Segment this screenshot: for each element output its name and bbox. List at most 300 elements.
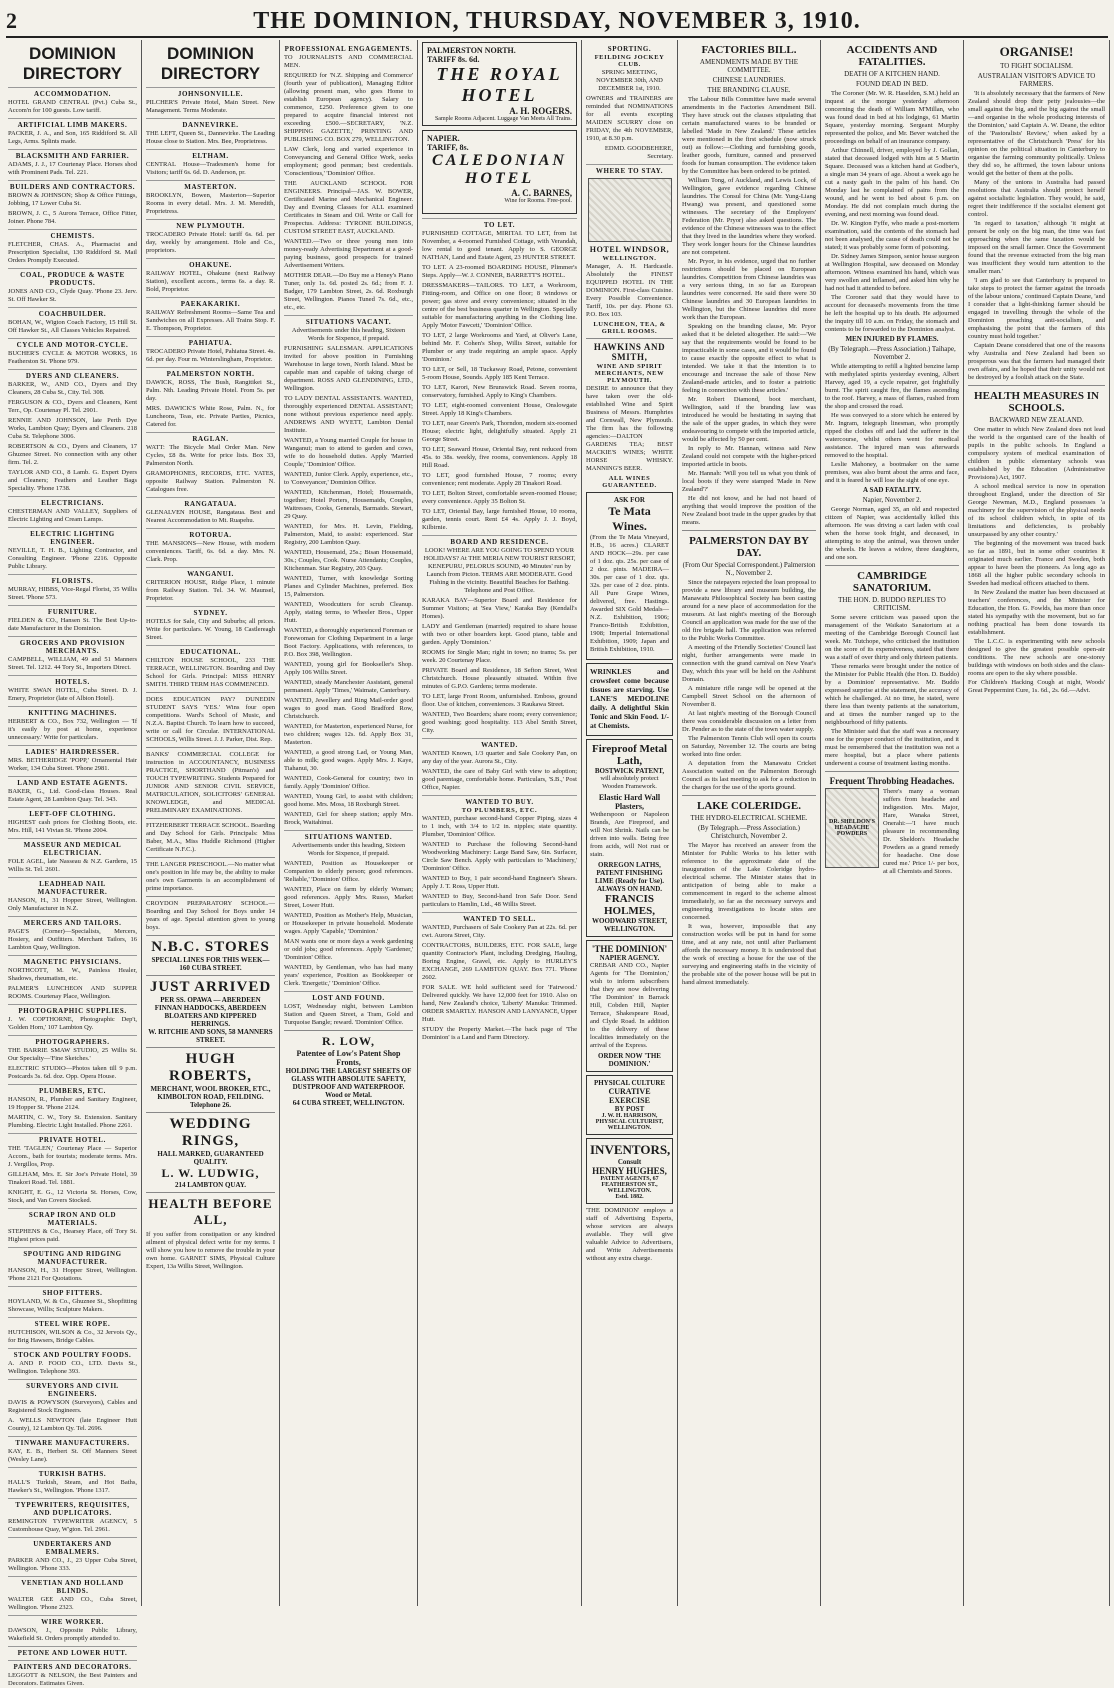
town-name: ROTORUA. bbox=[146, 528, 275, 539]
hotel-tariff: TARIFF, 8s. bbox=[427, 143, 469, 152]
professional-ad: LAW Clerk, long and varied experience in Conveyancing and General Office Work, seeks employment; good penman; best credentials. 'Conscientious,' 'Dominion' Office. bbox=[284, 146, 413, 177]
ad-address: J. W. H. HARRISON, PHYSICAL CULTURIST, WELLINGTON. bbox=[595, 1113, 664, 1131]
wedding-rings-ad bbox=[146, 1116, 275, 1189]
story-subhead: THE HON. D. BUDDO REPLIES TO CRITICISM. bbox=[838, 596, 946, 612]
story-paragraph: At last night's meeting of the Borough Council there was considerable discussion on a letter from Dr. Pender as to the state of the town water supply. bbox=[682, 710, 816, 733]
story-paragraph: One matter in which New Zealand does not lead the world is the organised care of the health of pupils in the public schools. In England a compulsory system of medical examination of children in public elementary schools was established by the Education (Administrative Provisions) Act, 1907. bbox=[968, 426, 1105, 481]
board-ad: LADY and Gentleman (married) required to share house with two or other boarders kept. Good piano, table and garden. Apply 'Dominion.' bbox=[422, 623, 577, 646]
school-ad: CROYDON PREPARATORY SCHOOL.—Boarding and Day School for Boys under 14 years of age. Special attention given to young boys. bbox=[146, 900, 275, 931]
ad-title: Fireproof Metal Lath, bbox=[591, 743, 668, 767]
town-name: JOHNSONVILLE. bbox=[146, 87, 275, 98]
hawkins-sub: WINE AND SPIRIT MERCHANTS, NEW PLYMOUTH. bbox=[594, 363, 665, 384]
story-subhead: BACKWARD NEW ZEALAND. bbox=[989, 416, 1084, 424]
divider bbox=[146, 975, 275, 976]
headache-ad-title: Frequent Throbbing Headaches. bbox=[829, 776, 955, 786]
wanted-to-sell-ad: STUDY the Property Market.—The back page of 'The Dominion' is a Land and Farm Directory. bbox=[422, 1026, 577, 1041]
directory-category: TINWARE MANUFACTURERS. bbox=[8, 1436, 137, 1447]
town-name: OHAKUNE. bbox=[146, 258, 275, 269]
story-paragraph: He was conveyed to a store which he entered by Mr. Ingram, telegraph linesman, who promptly ripped the clothes off and laid the sufferer in the watercourse, whilst others went for medical assistance. The injured man was afterwards removed to the hospital. bbox=[825, 412, 959, 459]
professional-ad: THE AUCKLAND SCHOOL FOR ENGINEERS. Principal—JAS. W. BOWER, Certificated Marine and Mechanical Engineer. Day and Evening Classes for ALL examined Certificates in Steam and Oil. Write or Call for Prospectus. Address: TYRONE BUILDINGS, CUSTOM STREET EAST, AUCKLAND. bbox=[284, 180, 413, 235]
divider bbox=[825, 565, 959, 566]
town-entry: PILCHER'S Private Hotel, Main Street. New Management. Terms Moderate. bbox=[146, 99, 275, 114]
ad-line: ORDER NOW 'THE DOMINION.' bbox=[598, 1052, 661, 1068]
directory-category: STOCK AND POULTRY FOODS. bbox=[8, 1348, 137, 1359]
wanted-to-buy-sub: TO PLUMBERS, ETC. bbox=[461, 807, 538, 814]
directory-entry: WHITE SWAN HOTEL, Cuba Street. D. J. Emery, Proprietor (late of Albion Hotel). bbox=[8, 687, 137, 702]
directory-entry: FIELDEN & CO., Hansen St. The Best Up-to-date Manufacturer in the Dominion. bbox=[8, 617, 137, 632]
story-paragraph: A school medical service is now in operation throughout England, under the direction of Sir George Newman, M.D., England possesses 'a machinery for the supervision of the physical needs of its school children which, in spite of its limitations and deficiencies, is probably unsurpassed by any other country.' bbox=[968, 483, 1105, 538]
directory-category: HOTELS. bbox=[8, 675, 137, 686]
ad-name: L. W. LUDWIG, bbox=[161, 1166, 260, 1180]
directory-entry: DAVIS & POWYSON (Surveyors), Cables and Registered Stock Engineers. bbox=[8, 1399, 137, 1414]
story-paragraph: In reply to Mr. Hannan, witness said New Zealand could not compete with the higher-priced imported article in boots. bbox=[682, 445, 816, 468]
town-entry: WATT: The Bicycle Mail Order Man. New Cycles, £8 8s. Write for price lists. Box 33, Palmerston North. bbox=[146, 444, 275, 467]
lost-found-item: LOST, Wednesday night, between Lambton Station and Queen Street, a Tram, Gold and Turquoise Bangle; reward. 'Dominion' Office. bbox=[284, 1003, 413, 1026]
directory-category: SURVEYORS AND CIVIL ENGINEERS. bbox=[8, 1379, 137, 1398]
hawkins-guarantee: ALL WINES GUARANTEED. bbox=[602, 475, 657, 489]
directory-entry: BROWN & JOHNSON; Shop & Office Fittings, Jobbing, 17 Lower Cuba St. bbox=[8, 192, 137, 207]
town-name: ELTHAM. bbox=[146, 149, 275, 160]
story-body bbox=[968, 90, 1105, 382]
ad-title: INVENTORS, bbox=[590, 1142, 671, 1157]
story-paragraph: The Coroner said that they would have to account for deceased's movements from the time he left the hospital up to his death. He adjourned the inquiry till 10 a.m. on Friday, the stomach and contents to be forwarded to the Dominion analyst. bbox=[825, 294, 959, 333]
holiday-resort-ad: LOOK! WHERE ARE YOU GOING TO SPEND YOUR HOLIDAYS? At THE MERIA NEW TOURIST RESORT, KENEPURU, PELORUS SOUND, 40 Minutes' run by Launch from Picton. TERMS ARE MODERATE. Good Fishing in the vicinity. Beautiful Beaches for Bathing. Telephone and Post Office. bbox=[423, 547, 576, 594]
column-news-3 bbox=[964, 40, 1110, 1606]
divider bbox=[682, 795, 816, 796]
directory-entry: RENNIE AND JOHNSON, late Perth Dye Works, Lambton Quay; Dyers and Cleaners. 218 Cuba St. Telephone 3006. bbox=[8, 417, 137, 440]
directory-category: SPOUTING AND RIDGING MANUFACTURER. bbox=[8, 1247, 137, 1266]
directory-entry: BOHAN, W., Wigton Coach Factory, 15 Hill St. Off Hawker St., All Classes Vehicles Repaired. bbox=[8, 319, 137, 334]
directory-category: PETONE AND LOWER HUTT. bbox=[8, 1646, 137, 1657]
directory-category: BLACKSMITH AND FARRIER. bbox=[8, 149, 137, 160]
headache-ad bbox=[825, 788, 959, 878]
windsor-rooms: LUNCHEON, TEA, & GRILL ROOMS. bbox=[593, 321, 666, 335]
directory-entry: BARKER, W., AND CO., Dyers and Dry Cleaners, 28 Cuba St., City. Tel. 308. bbox=[8, 381, 137, 396]
column-directory-wellington bbox=[4, 40, 142, 1687]
directory-category: TYPEWRITERS, REQUISITES, AND DUPLICATORS. bbox=[8, 1498, 137, 1517]
board-ad: KARAKA BAY—Superior Board and Residence for Summer Visitors; at 'Sea View,' Karaka Bay (Kendall's Homes). bbox=[422, 597, 577, 620]
story-subhead: CHINESE LAUNDRIES. bbox=[712, 76, 786, 84]
to-let-ad: TO LET, Oriental Bay, large furnished House, 10 rooms, garden, tennis court. Rent £4 4s. Apply J. J. Boyd, Kilbirnie. bbox=[422, 508, 577, 531]
hotel-proprietor: A. C. BARNES, bbox=[511, 188, 572, 198]
ad-address: W. RITCHIE AND SONS, 58 MANNERS STREET. bbox=[148, 1028, 273, 1044]
hotel-note: Sample Rooms Adjacent. Luggage Van Meets All Trains. bbox=[434, 116, 572, 122]
wanted-to-buy-ad: WANTED, purchase second-hand Copper Piping, sizes 4 to 1 inch, with 3/4 to 1/2 in. nipples; state quantity. Plumber, 'Dominion' Office. bbox=[422, 815, 577, 838]
ad-title: HEALTH BEFORE ALL, bbox=[148, 1196, 273, 1227]
directory-entry: A. WELLS NEWTON (late Engineer Hutt County), 12 Lambton Qy. Tel. 2696. bbox=[8, 1417, 137, 1432]
directory-entry: ELECTRIC STUDIO—Photos taken till 9 p.m. Postcards 3s. 6d. doz. Opp. Opera House. bbox=[8, 1065, 137, 1080]
physical-culture-ad bbox=[586, 1075, 673, 1135]
ad-title: 'THE DOMINION' bbox=[591, 944, 668, 954]
wanted-to-buy-list bbox=[422, 815, 577, 909]
directory-entry: HANSON, H., 31 Hopper Street, Wellington. Only Manufacturer in N.Z. bbox=[8, 897, 137, 912]
advertising-experts-note: 'THE DOMINION' employs a staff of Advertising Experts, whose services are always available. They will give valuable Advice to Advertisers, and Write Advertisements without any extra charge. bbox=[586, 1207, 673, 1262]
situations-wanted-list bbox=[284, 860, 413, 988]
story-paragraph: 'In regard to taxation,' although 'it might at present be only on the big man, the time was fast approaching when the same taxation would be imposed on the small farmer. Once the Government found that the revenue extracted from the big man was insufficient they would turn attention to the smaller man.' bbox=[968, 220, 1105, 275]
divider bbox=[825, 771, 959, 772]
directory-entry: HERBERT & CO., Box 732, Wellington — 'If it's easily by post at home, experience unnecessary.' Write for particulars. bbox=[8, 718, 137, 741]
board-ad: ROOMS for Single Man; right in town; no trams; 5s. per week. 20 Courtenay Place. bbox=[422, 649, 577, 664]
to-let-heading: TO LET. bbox=[422, 218, 577, 229]
ad-line: BY POST bbox=[614, 1105, 645, 1113]
directory-category: LEADHEAD NAIL MANUFACTURER. bbox=[8, 877, 137, 896]
caledonian-hotel-ad bbox=[422, 130, 577, 214]
wanted-to-sell-ad: FOR SALE. WE hold sufficient seed for 'Fairwood.' Delivered quickly. We have 12,000 feet for 1910. Also on hand, New Zealand's choice, 'Liberty' Manuka: Trimmed. ORDER SMARTLY. HANSON AND LANYANCE, Upper Hutt. bbox=[422, 984, 577, 1023]
to-let-ad: TO LET, 2 large Workrooms and Yard, at Oliver's Lane, behind Mr. F. Cohen's Shop, Willis Street, suitable for Plumber or any trade requiring an ample space. Apply 'Dominion.' bbox=[422, 332, 577, 363]
story-paragraph: The Mayor has received an answer from the Minister for Public Works to his letter with reference to the approximate date of the inauguration of the Lake Coleridge hydro-electrical scheme. The Minister states that in anticipation of being able to make a commencement in regard to the scheme almost immediately, so far as the necessary surveys and engineering investigations to locate sites are concerned. bbox=[682, 842, 816, 921]
wanted-to-buy-ad: WANTED to Buy, Second-hand Iron Safe Door. Send particulars to Hamlin, Ltd., 48 Willis Street. bbox=[422, 893, 577, 908]
situation-wanted-ad: WANTED, by Gentleman, who has had many years' experience, Position as Bookkeeper or Clerk. 'Energetic,' 'Dominion' Office. bbox=[284, 964, 413, 987]
town-name: WANGANUI. bbox=[146, 567, 275, 578]
to-let-ad: TO LET, near Green's Park, Thorndon, modern six-roomed House; electric light, delightfully situated. Apply 21 George Street. bbox=[422, 420, 577, 443]
ad-line: Consult bbox=[617, 1158, 642, 1166]
directory-entry: THE BARRIE SMAW STUDIO, 25 Willis St. Our Specialty—'Fine Sketches.' bbox=[8, 1047, 137, 1062]
ad-address: 160 CUBA STREET. bbox=[179, 964, 242, 972]
to-let-ad: TO LET, eight-roomed convenient House, Onslowgate Street. Apply 18 King's Chambers. bbox=[422, 402, 577, 417]
story-paragraph: A deputation from the Manawatu Cricket Association waited on the Palmerston Borough Council as its last meeting to ask for a reduction in the charges for the use of the sports ground. bbox=[682, 760, 816, 791]
wanted-to-sell-ad: CONTRACTORS, BUILDERS, ETC. FOR SALE, large quantity Contractor's Plant, including Dredging, Hauling, Boring Engine, Gravel, etc. Apply to HURLEY'S EXCHANGE, 269 LAMBTON QUAY. Box 771. 'Phone 2602. bbox=[422, 942, 577, 981]
wanted-to-sell-ad: WANTED, Purchasers of Sale Cookery Pan at 22s. 6d. per cwt. Aurora Street, City. bbox=[422, 924, 577, 939]
directory-entry: BROWN, J. C., 5 Aurora Terrace, Office Fitter, Joiner. Phone 784. bbox=[8, 210, 137, 225]
educational-heading: EDUCATIONAL. bbox=[146, 645, 275, 656]
vacancy-ad: WANTED, for Mrs. H. Levin, Fielding, Palmerston, Maid, to assist: experienced. Star Registry, 200 Lambton Quay. bbox=[284, 523, 413, 546]
professional-ad: TO JOURNALISTS AND COMMERCIAL MEN. bbox=[284, 54, 413, 69]
ad-line: HOLDING THE LARGEST SHEETS OF GLASS WITH ABSOLUTE SAFETY, DUSTPROOF AND WATERPROOF. Wood or Metal. bbox=[285, 1067, 412, 1099]
story-paragraph: William Tong, of Auckland, and Lewis Lock, of Wellington, gave evidence regarding Chinese laundries. The Consul for China (Mr. Yung-Liang Hwang) was present, and questioned some witnesses. The secretary of the Employers' Federation (Mr. Pryor) also asked questions. The evidence of the Chinese witnesses was to the effect that they lived in the laundries where they worked. They work longer hours for the Chinese laundries are not competent. bbox=[682, 177, 816, 256]
town-name: PAEKAKARIKI. bbox=[146, 297, 275, 308]
town-entry: GRAMOPHONES, RECORDS, ETC. YATES, opposite Railway Station. Palmerston N. Catalogues free. bbox=[146, 470, 275, 493]
story-subhead: THE BRANDING CLAUSE. bbox=[707, 86, 791, 94]
directory-entry: J. W. COPTHORNE, Photographic Dep't, 'Golden Horn,' 107 Lambton Qy. bbox=[8, 1016, 137, 1031]
story-paragraph: Mr. Pryor, in his evidence, urged that no further restrictions should be placed on European laundries. Competition from Chinese laundries was a very serious thing, in so far as European laundries were concerned. He said there were 30 Chinese laundries and 30 European laundries in Wellington, but the Chinese laundries did more work than the European. bbox=[682, 258, 816, 321]
town-name: SYDNEY. bbox=[146, 606, 275, 617]
wanted-list bbox=[422, 750, 577, 792]
school-ad: THE LANGER PRESCHOOL.—No matter what one's position in life may be, the ability to make one's own Garments is an accomplishment of prime importance. bbox=[146, 861, 275, 892]
town-entry: CENTRAL House—Tradesmen's home for Visitors; tariff 6s. 6d. D. Anderson, pr. bbox=[146, 161, 275, 176]
vacancy-ad: WANTED, young girl for Bookseller's Shop. Apply 106 Willis Street. bbox=[284, 661, 413, 676]
headache-ad-body: There's many a woman suffers from headache and indigestion. Mrs. Major, Hare, Wanaka Street, Onerahi:—'I have much pleasure in recommending Dr. Sheldon's Headache Powders as a grand remedy for headache. One dose cured me.' Price 1/- per box, at all Chemists and Stores. bbox=[883, 788, 959, 875]
directory-category: ELECTRIC LIGHTING ENGINEER. bbox=[8, 527, 137, 546]
directory-entry: A. AND P. FOOD CO., LTD. Davis St., Wellington. Telephone 393. bbox=[8, 1360, 137, 1375]
directory-category: COAL, PRODUCE & WASTE PRODUCTS. bbox=[8, 268, 137, 287]
wanted-to-buy-heading: WANTED TO BUY. bbox=[422, 795, 577, 806]
directory-entry: HOYLAND, W. & Co., Ghuznee St., Shopfitting Showcase, Willis; Sculpture Makers. bbox=[8, 1298, 137, 1313]
directory-entry: LEGGOTT & NELSON, the Best Painters and Decorators. Estimates Given. bbox=[8, 1672, 137, 1687]
story-paragraph: The beginning of the movement was traced back so far as 1891, but in some other countries it originated much earlier. France and Sweden, both appear to have been the pioneers. As long ago as 1868 all the higher public secondary schools in Sweden had medical officers attached to them. bbox=[968, 540, 1105, 587]
story-body bbox=[682, 842, 816, 987]
vacancy-ad: WANTED, Turner, with knowledge Sorting Planes and Cylinder Machines, preferred. Box 15, Palmerston. bbox=[284, 575, 413, 598]
story-paragraph: He did not know, and he had not heard of anything that would improve the position of the New Zealand boot trade in the upper grades by that means. bbox=[682, 495, 816, 526]
story-body bbox=[968, 426, 1105, 678]
wanted-ad: WANTED Known, 1/3 quarter and Sale Cookery Pan, on any day of the year. Aurora St., City. bbox=[422, 750, 577, 765]
directory-entry: FLETCHER, CHAS. A., Pharmacist and Prescription Specialist, 130 Riddiford St. Mail Orders Promptly Executed. bbox=[8, 241, 137, 264]
column-news-1 bbox=[678, 40, 821, 1606]
directory-entry: HANSON, H., 31 Hopper Street, Wellington. 'Phone 2121 For Quotations. bbox=[8, 1267, 137, 1282]
directory-entry: TAYLOR AND CO., 8 Lamb. G. Expert Dyers and Cleaners; Feathers and Leather Bags Speciality. 'Phone 1738. bbox=[8, 469, 137, 492]
rate-note: Advertisements under this heading, Sixteen Words for Sixpence, if prepaid. bbox=[291, 842, 406, 857]
directory-category: LAND AND ESTATE AGENTS. bbox=[8, 776, 137, 787]
story-dateline: (By Telegraph.—Press Association.) Taihape, November 2. bbox=[828, 345, 956, 361]
directory-entry: ADAMS, J. J., 17 Courtenay Place. Horses shod with Prominent Pads. Tel. 221. bbox=[8, 161, 137, 176]
story-paragraph: Captain Deane considered that one of the reasons why Australia and New Zealand had been so prosperous was that the farmers had managed their own affairs, and he hoped that their unity would not be destroyed by a foolish attack on the State. bbox=[968, 342, 1105, 381]
low-shop-fronts-ad bbox=[284, 1034, 413, 1107]
vacancy-ad: WANTED, Junior Clerk. Apply, experience, etc., to 'Conveyancer,' Dominion Office. bbox=[284, 471, 413, 486]
directory-category: FURNITURE. bbox=[8, 605, 137, 616]
ad-line: Elastic Hard Wall Plasters, bbox=[598, 793, 661, 811]
directory-entry: HUTCHISON, WILSON & Co., 32 Jervois Qy., for Brig Hawsers, Bridge Cables. bbox=[8, 1329, 137, 1344]
town-name: RANGATAUA. bbox=[146, 497, 275, 508]
hotel-illustration-image bbox=[588, 178, 672, 242]
health-ad-body: If you suffer from constipation or any kindred ailment of physical defect write for my terms. I will show you how to remove the trouble in your own home. GARNET SIMS, Physical Culture Expert, 13a Willis Street, Wellington. bbox=[146, 1231, 275, 1270]
health-ad bbox=[146, 1196, 275, 1228]
story-paragraph: In New Zealand the matter has been discussed at teachers' conferences, and the Minister for Education, the Hon. G. Fowlds, has more than once stated his sympathy with the movement, but so far nothing practical has been done towards its establishment. bbox=[968, 589, 1105, 636]
board-ad: TO LET, large Front Room, unfurnished. Emboss, ground floor. Use of kitchen, conveniences. 3 Raukawa Street. bbox=[422, 693, 577, 708]
windsor-details: Manager, A. H. Hardcastle. Absolutely the FINEST EQUIPPED HOTEL IN THE DOMINION. First-class Cuisine. Every Possible Convenience. Tariff, 10s. per day. Phone 63. P.O. Box 103. bbox=[586, 263, 673, 318]
directory-entry: DAWSON, J., Opposite Public Library, Wakefield St. Orders promptly attended to. bbox=[8, 1627, 137, 1642]
ad-line: SPECIAL LINES FOR THIS WEEK— bbox=[151, 956, 270, 964]
ad-address: 64 CUBA STREET, WELLINGTON. bbox=[292, 1099, 405, 1107]
where-to-stay-heading: WHERE TO STAY. bbox=[586, 164, 673, 175]
story-subhead: MEN INJURED BY FLAMES. bbox=[845, 335, 939, 343]
directory-category: SCRAP IRON AND OLD MATERIALS. bbox=[8, 1208, 137, 1227]
directory-entry: HANSON, R., Plumber and Sanitary Engineer, 19 Hopper St. 'Phone 2124. bbox=[8, 1096, 137, 1111]
directory-category: ELECTRICIANS. bbox=[8, 496, 137, 507]
story-paragraph: While attempting to refill a lighted benzine lamp with methylated spirits yesterday evening, Albert Harvey, aged 19, a cycle repairer, got frightfully burnt. The spirit caught fire, the flames ascending to the roof. Harvey, a mass of flames, rushed from the shop and crossed the road. bbox=[825, 363, 959, 410]
divider bbox=[586, 338, 673, 339]
story-paragraph: Many of the unions in Australia had passed resolutions that Australia should protect herself against socialistic legislation. They would, he said, regret their indifference if the socialist element got control. bbox=[968, 179, 1105, 218]
story-dateline: (By Telegraph.—Press Association.) Christchurch, November 2. bbox=[697, 824, 801, 840]
directory-category: LEFT-OFF CLOTHING. bbox=[8, 807, 137, 818]
to-let-ad: TO LET, Bolton Street, comfortable seven-roomed House; every convenience. Apply 35 Bolton St. bbox=[422, 490, 577, 505]
wrinkles-ad bbox=[586, 663, 673, 736]
story-paragraph: Mr. Robert Diamond, boot merchant, Wellington, said if the branding law was introduced he would be hesitating in saying that the sale of the upper grades, in which they were endeavouring to compete with the imported article, would be affected by 50 per cent. bbox=[682, 396, 816, 443]
ad-line: ALWAYS ON HAND. bbox=[596, 885, 663, 893]
story-paragraph: Mr. Hannah: 'Will you tell us what you think of local boots if they were stamped 'Made in New Zealand'?' bbox=[682, 470, 816, 493]
town-entry: THE LEFT, Queen St., Dannevirke. The Leading House close to Station. Mrs. Bee, Proprietress. bbox=[146, 130, 275, 145]
story-body bbox=[825, 90, 959, 334]
school-ad: DOES EDUCATION PAY? DUNEDIN STUDENT SAYS 'YES.' Wins four open competitions. Ward's School of Music, and N.Z.A. Baptist Church. To learn how to succeed, write or call for Circular. INTERNATIONAL SCHOOLS, Willis Street. J. J. Parker, Dist. Rep. bbox=[146, 696, 275, 743]
directory-category: BUILDERS AND CONTRACTORS. bbox=[8, 180, 137, 191]
directory-category: ACCOMMODATION. bbox=[8, 87, 137, 98]
situations-vacant-list bbox=[284, 345, 413, 827]
story-paragraph: These remarks were brought under the notice of the Minister for Public Health (the Hon. D. Buddo) by a Dominion' representative. Mr. Buddo expressed surprise at the statement, the accuracy of which he challenged. At no time, he stated, were there less than twenty patients at the sanatorium, and at times the number ranged up to the neighbourhood of fifty patients. bbox=[825, 663, 959, 726]
town-name: DANNEVIRKE. bbox=[146, 118, 275, 129]
directory-category: KNITTING MACHINES. bbox=[8, 706, 137, 717]
board-list bbox=[422, 597, 577, 735]
directory-heading-2: DOMINION DIRECTORY bbox=[160, 44, 261, 83]
story-paragraph: A meeting of the Friendly Societies' Council last night, further arrangements were made in connection with the grand carnival on New Year's Day, which this year will be held on the Ashhurst Domain. bbox=[682, 644, 816, 683]
hugh-roberts-ad bbox=[146, 1051, 275, 1109]
directory-entry: BUCHER'S CYCLE & MOTOR WORKS, 16 Featherston St. 'Phone 979. bbox=[8, 350, 137, 365]
story-paragraph: Dr. Sidney James Simpson, senior house surgeon at Wellington Hospital, saw deceased on Monday afternoon. Witness examined his hand, which was very swollen and inflamed, and asked him why he had not had it attended to before. bbox=[825, 253, 959, 292]
story-paragraph: The Palmerston Tennis Club will open its courts on Saturday, November 12. The courts are being worked into fine order. bbox=[682, 735, 816, 758]
divider bbox=[968, 385, 1105, 386]
directory-entry: PAGE'S (Corner)—Specialists, Mercers, Hosiery, and Outfitters. Merchant Tailors, 16 Lambton Quay, Wellington. bbox=[8, 928, 137, 951]
story-subhead: TO FIGHT SOCIALISM. bbox=[1000, 62, 1073, 70]
ad-name: HENRY HUGHES, bbox=[592, 1166, 667, 1176]
te-mata-wines-ad bbox=[586, 492, 673, 660]
town-entry: CRITERION HOUSE, Ridge Place, 1 minute from Railway Station. Tel. 34. W. Maunsel, Proprietor. bbox=[146, 579, 275, 602]
story-body bbox=[682, 96, 816, 527]
ad-line: will absolutely protect Wooden Framework. bbox=[600, 775, 659, 790]
vacancy-ad: WANTED, for Masterton, experienced Nurse, for two children; wages 12s. 6d. Apply Box 31, Masterton. bbox=[284, 723, 413, 746]
town-entry: RAILWAY HOTEL, Ohakune (next Railway Station), excellent accom., terms 6s. a day. R. Bold, Proprietor. bbox=[146, 270, 275, 293]
to-let-ad: TO LET, or Sell, 18 Tuckaway Road, Petone, convenient 5-room House, Sounds. Apply 185 Kent Terrace. bbox=[422, 366, 577, 381]
story-body bbox=[682, 579, 816, 792]
wanted-to-buy-ad: WANTED to Purchase the following Second-hand Woodworking Machinery: Large Band Saw, 6in. Surfacer, Circle Saw Bench. Apply with particulars to 'Machinery,' 'Dominion' Office. bbox=[422, 841, 577, 872]
page-number: 2 bbox=[6, 8, 17, 33]
ad-line: ORREGON LATHS, PATENT FINISHING LIME (Ready for Use). bbox=[594, 861, 665, 885]
directory-entry: FERGUSON & CO., Dyers and Cleaners, Kent Terr., Op. Courtenay Pl. Tel. 2901. bbox=[8, 399, 137, 414]
hotel-note: Wine for Rooms. Free-pool. bbox=[504, 198, 572, 204]
vacancy-ad: WANTED, Jewellery and Ring Mail-order good wages to good man. Good Bradford Row, Christchurch. bbox=[284, 697, 413, 720]
town-entry: HOTELS for Sale, City and Suburbs; all prices. Write for particulars. W. Young, 18 Castlereagh Street. bbox=[146, 618, 275, 641]
vacancy-ad: TO LADY DENTAL ASSISTANTS. WANTED, thoroughly experienced DENTAL ASSISTANT; none without previous experience need apply. ANDREWS AND WYETT, Lambton Dental Institute. bbox=[284, 395, 413, 434]
town-entry: THE MANSIONS—New House, with modern conveniences. Tariff, 6s. 6d. a day. Mrs. N. Clark. Prop. bbox=[146, 540, 275, 563]
headache-powder-image bbox=[825, 788, 879, 868]
vacancy-ad: WANTED, Housemaid, 25s.; Bisan Housemaid, 30s.; Couples, Cook. Nurse Attendants; Couples, Kitchenman. Star Registry, 203 Quay. bbox=[284, 549, 413, 572]
divider bbox=[284, 1030, 413, 1031]
divider bbox=[146, 1047, 275, 1048]
directory-entry: CHESTERMAN AND VALLEY, Suppliers of Electric Lighting and Cream Lamps. bbox=[8, 508, 137, 523]
professional-list bbox=[284, 54, 413, 312]
situation-wanted-ad: WANTED, Position as Housekeeper or Companion to elderly person; good references. 'Reliable,' 'Dominion' Office. bbox=[284, 860, 413, 883]
situations-wanted-heading: SITUATIONS WANTED. bbox=[284, 830, 413, 841]
directory-category: MERCERS AND TAILORS. bbox=[8, 916, 137, 927]
story-paragraph: It was, however, impossible that any construction works will be put in hand for some time, and at any rate, not until after Parliament affords the necessary money. It is understood that the work of erecting a house for the use of the surveying and engineering staffs in the vicinity of the probable site of the power house will be put in hand almost immediately. bbox=[682, 923, 816, 986]
directory-category: GROCERS AND PROVISION MERCHANTS. bbox=[8, 636, 137, 655]
directory-entry: STEPHENS & Co., Hearsey Place, off Tory St. Highest prices paid. bbox=[8, 1228, 137, 1243]
column-situations bbox=[280, 40, 418, 1606]
directory-entry: HALL'S Turkish, Steam, and Hot Baths, Hawker's St., Wellington. 'Phone 1317. bbox=[8, 1479, 137, 1494]
ad-line: BOSTWICK PATENT, bbox=[594, 767, 665, 775]
story-headline: CAMBRIDGE SANATORIUM. bbox=[852, 570, 932, 594]
hotel-proprietor: A. H. ROGERS. bbox=[509, 106, 572, 116]
town-name: MASTERTON. bbox=[146, 180, 275, 191]
story-paragraph: George Norman, aged 35, an old and respected citizen of Napier, was accidentally killed this afternoon. He was driving a cart laden with coal when the horse took fright, and deceased, in attempting to stop the animal, was thrown under the wheels. He leaves a widow, three daughters, and one son. bbox=[825, 506, 959, 561]
vacancy-ad: WANTED, Young Girl, to assist with children; good home. Mrs. Moss, 18 Roxburgh Street. bbox=[284, 793, 413, 808]
story-headline: ACCIDENTS AND FATALITIES. bbox=[846, 44, 938, 68]
directory-entry: ROBERTSON & CO., Dyers and Cleaners, 17 Ghuznee Street. No connection with any other firm. Tel. 2. bbox=[8, 443, 137, 466]
directory-category: CHEMISTS. bbox=[8, 229, 137, 240]
hotel-town: NAPIER. bbox=[427, 134, 460, 143]
to-let-ad: FURNISHED COTTAGE, MIRITAI. TO LET, from 1st November, a 4-roomed Furnished Cottage, with Verandah, low rental to good tenant. Apply to S. GEORGE NATHAN, Land and Estate Agent, 23 HUNTER STREET. bbox=[422, 230, 577, 261]
board-heading: BOARD AND RESIDENCE. bbox=[422, 535, 577, 546]
professional-heading: PROFESSIONAL ENGAGEMENTS. bbox=[284, 45, 413, 53]
vacancy-ad: WANTED, Woodcutters for scrub Cleanup. Apply, stating terms, to Wheeler Bros., Upper Hutt. bbox=[284, 601, 413, 624]
directory-entry: NEVILLE, T. H. B., Lighting Contractor, and Consulting Engineer. 'Phone 2216. Opposite Public Library. bbox=[8, 547, 137, 570]
wanted-ad: WANTED, the care of Baby Girl with view to adoption; good parentage, comfortable home. Particulars, 'S.B.,' Post Office, Napier. bbox=[422, 768, 577, 791]
ad-title: N.B.C. STORES bbox=[151, 939, 270, 955]
directory-entry: KAY, E. B., Herbert St. Off Manners Street (Wesley Lane). bbox=[8, 1448, 137, 1463]
directory-entry: NORTHCOTT, M. W., Painless Healer, Shadows, rheumatism, etc. bbox=[8, 967, 137, 982]
column-directory-towns bbox=[142, 40, 280, 1606]
town-name: RAGLAN. bbox=[146, 432, 275, 443]
story-paragraph: 'It is absolutely necessary that the farmers of New Zealand should drop their petty jealousies—the small against the big, and the big against the small—and organise in the whole producing interests of the Dominion,' said Captain A. W. Deane, the editor of the 'Pastoralists' Review,' when asked by a representative of the Christchurch 'Press' for his opinion on the political situation in Canterbury to organise the farming community politically. Unless they did so, he affirmed, the town labour unions would get the better of them at the polls. bbox=[968, 90, 1105, 177]
directory-category: MAGNETIC PHYSICIANS. bbox=[8, 955, 137, 966]
board-ad: PRIVATE Board and Residence, 18 Sefton Street, West Christchurch. House pleasantly situated. Within five minutes of G.P.O. Gardens; terms moderate. bbox=[422, 667, 577, 690]
story-subhead: DEATH OF A KITCHEN HAND. bbox=[844, 70, 940, 78]
ad-title: WEDDING RINGS, bbox=[169, 1116, 252, 1149]
professional-ad: WANTED.—Two or three young men into money-ready Advertising Department at a good-paying business, good prospects for trained Advertisement Writers. bbox=[284, 238, 413, 269]
windsor-name: HOTEL WINDSOR, bbox=[589, 245, 670, 254]
story-body bbox=[825, 506, 959, 562]
directory-entry: HIGHEST cash prices for Clothing Boots, etc. Mrs. Hill, 141 Vivian St. 'Phone 2004. bbox=[8, 819, 137, 834]
town-name: PAHIATUA. bbox=[146, 336, 275, 347]
board-ad: WANTED, Two Boarders; share room; every convenience; good washing; good hospitality. 113 Abel Smith Street, City. bbox=[422, 711, 577, 734]
directory-entry: CAMPBELL, WILLIAM, 49 and 51 Manners Street. Tel. 1212. 44 Tory St., Importers Direct. bbox=[8, 656, 137, 671]
headache-box-label: DR. SHELDON'S HEADACHE POWDERS bbox=[828, 819, 875, 837]
newspaper-title: THE DOMINION, THURSDAY, NOVEMBER 3, 1910. bbox=[253, 7, 861, 34]
directory-entry: JONES AND CO., Clyde Quay. 'Phone 23. Jerv. St. Off Hawker St. bbox=[8, 288, 137, 303]
to-let-ad: TO LET, Seaward House, Oriental Bay, rent reduced from 45s. to 38s. weekly, five rooms, conveniences. Apply 18 Hill Road. bbox=[422, 446, 577, 469]
professional-ad: REQUIRED for 'N.Z. Shipping and Commerce' (fourth year of publication), Managing Editor (allowing present man, who goes Home to establish European agency). Salary to commence, £250. Preference given to one prepared to acquire financial interest not exceeding £500.—SECRETARY, 'N.Z. SHIPPING GAZETTE,' PRINTING AND PUBLISHING CO. BOX 279, WELLINGTON. bbox=[284, 72, 413, 143]
ad-title: Te Mata Wines. bbox=[608, 504, 651, 533]
story-headline: LAKE COLERIDGE. bbox=[697, 800, 801, 812]
story-paragraph: The Minister said that the staff was a necessary one for the proper conduct of the institution, and it must be remembered that the institution was not a mere hospital, but a place where patients underwent a course of treatment lasting months. bbox=[825, 728, 959, 767]
column-news-2 bbox=[821, 40, 964, 1606]
to-let-ad: DRESSMAKERS—TAILORS. TO LET, a Workroom, Fitting-room, and Office on one floor; 8 windows or power; gas stove and every convenience; situated in the centre of the best business quarter in Wellington. Specially suitable for manufacturing anything in the Clothing line. Apply 'Motor Fawcett,' 'Dominion' Office. bbox=[422, 282, 577, 329]
divider bbox=[146, 857, 275, 858]
lost-found-heading: LOST AND FOUND. bbox=[284, 991, 413, 1002]
directory-category: COACHBUILDER. bbox=[8, 307, 137, 318]
dominion-napier-agency-ad bbox=[586, 940, 673, 1072]
directory-category: MASSEUR AND MEDICAL ELECTRICIAN. bbox=[8, 838, 137, 857]
story-body bbox=[825, 614, 959, 768]
hotel-name: CALEDONIAN HOTEL bbox=[432, 152, 567, 187]
vacancy-ad: WANTED, a Young married Couple for house in Wanganui; man to attend to garden and cows, wife to do household duties. Apply 'Married Couple,' 'Dominion' Office. bbox=[284, 437, 413, 468]
meeting-dates: SPRING MEETING, NOVEMBER 30th, AND DECEMBER 1st, 1910. bbox=[596, 69, 663, 92]
directory-category: VENETIAN AND HOLLAND BLINDS. bbox=[8, 1576, 137, 1595]
ad-line: ASK FOR bbox=[614, 496, 645, 504]
directory-category: DYERS AND CLEANERS. bbox=[8, 369, 137, 380]
directory-entry: KNIGHT, E. G., 12 Victoria St. Horses, Cow, Stock, and Van Covers Stocked. bbox=[8, 1189, 137, 1204]
wanted-to-sell-heading: WANTED TO SELL. bbox=[422, 912, 577, 923]
directory-category: STEEL WIRE ROPE. bbox=[8, 1317, 137, 1328]
cough-cure-ad: For Children's Hacking Cough at night, Woods' Great Peppermint Cure, 1s. 6d., 2s. 6d.—Advt. bbox=[968, 679, 1105, 694]
directory-list bbox=[8, 87, 137, 1688]
directory-entry: FOLE AGEL, late Nasseau & N.Z. Gardens, 15 Willis St. Tel. 2601. bbox=[8, 858, 137, 873]
ad-body: WRINKLES and crowsfeet come because tissues are starving. Use LANE'S MEDOLINE daily. A delightful Skin Tonic and Skin Food. 1/- at Chemists. bbox=[590, 667, 669, 730]
story-subhead: A SAD FATALITY. bbox=[863, 486, 921, 494]
fireproof-lath-ad bbox=[586, 739, 673, 937]
directory-entry: PALMER'S LUNCHEON AND SUPPER ROOMS. Courtenay Place, Wellington. bbox=[8, 985, 137, 1000]
story-paragraph: Arthur Chinnell, driver, employed by J. Gollan, stated that deceased lodged with him at 5 Martin Square. Deceased was a kitchen hand at Godber's, a single man 34 years of age. About a week ago he cut a nasty gash in the palm of his hand. On Monday last he complained of pains from the wound, and he went to bed about 6 p.m. on Monday. He did not complain much during the evening, and next morning was found dead. bbox=[825, 147, 959, 218]
nominations-notice: OWNERS and TRAINERS are reminded that NOMINATIONS for all events excepting MAIDEN SCURRY close on FRIDAY, the 4th NOVEMBER, 1910, at 8.30 p.m. bbox=[586, 95, 673, 142]
story-paragraph: The Coroner (Mr. W. R. Haselden, S.M.) held an inquest at the morgue yesterday afternoon concerning the death of William M'Millan, who was found dead in bed at his lodgings, 61 Martin Square, yesterday morning. Sergeant Murphy represented the police, and Mr. Bever watched the proceedings on behalf of an insurance company. bbox=[825, 90, 959, 145]
ad-address: 214 LAMBTON QUAY. bbox=[174, 1181, 247, 1189]
directory-category: TURKISH BATHS. bbox=[8, 1467, 137, 1478]
to-let-ad: TO LET, good furnished House, 7 rooms; every convenience; rent moderate. Apply 28 Tinakori Road. bbox=[422, 472, 577, 487]
ad-line: PHYSICAL CULTURE bbox=[593, 1079, 666, 1087]
story-paragraph: Some severe criticism was passed upon the management of the Waikato Sanatorium at a meeting of the Cambridge Borough Council last week. Mr. Tutchope, who criticised the institution on the score of its expensiveness, stated that there was a staff of over thirty and only thirteen patients. bbox=[825, 614, 959, 661]
wanted-heading: WANTED. bbox=[422, 738, 577, 749]
story-headline: PALMERSTON DAY BY DAY. bbox=[689, 535, 809, 559]
ad-body: (From the Te Mata Vineyard, H.B., 16 acres.) CLARET AND HOCK—29s. per case of 1 doz. qts. 25s. per case of 2 doz. pints. MADEIRA—30s. per case of 1 doz. qts. 32s. per case of 2 doz. pints. All Pure Grape Wines, delivered, free. Hastings. Awarded SIX Gold Medals—N.Z. Exhibition, 1906; Franco-British Exhibition, 1908; Imperial International Exhibition, 1909; Japan and British Exhibition, 1910. bbox=[590, 534, 669, 653]
directory-entry: MURRAY, HIBBS, Vice-Regal Florist, 35 Willis Street. 'Phone 573. bbox=[8, 586, 137, 601]
to-let-ad: TO LET. A 23-roomed BOARDING HOUSE, Plimmer's Steps. Apply—W. J. CONNER, BARRETT'S HOTEL. bbox=[422, 264, 577, 279]
vacancy-ad: WANTED, a good strong Lad, or Young Man, able to milk; good wages. Apply Mrs. J. Kaye, Tiahanui, 30. bbox=[284, 749, 413, 772]
ad-line: NAPIER AGENCY. bbox=[599, 954, 660, 962]
column-classifieds bbox=[418, 40, 582, 1606]
directory-entry: REMINGTON TYPEWRITER AGENCY, 5 Customhouse Quay, W'gton. Tel. 2961. bbox=[8, 1518, 137, 1533]
wanted-to-sell-list bbox=[422, 924, 577, 1042]
story-paragraph: Since the ratepayers rejected the loan proposal to provide a new library and museum building, the Manawatu Philosophical Society has been casting around for a new place of accommodation for the museum. At last night's meeting of the Borough Council an application was made for the use of the old fire brigade hall. The application was referred to the Public Works Committee. bbox=[682, 579, 816, 642]
story-paragraph: Dr. W. Kington Fyffe, who made a post-mortem examination, said the contents of the stomach had not been analysed, the cause of death could not be stated; it was probably some form of poisoning. bbox=[825, 220, 959, 251]
professional-ad: MOTHER DEAR.—Do Buy me a Heney's Piano Tuner, only 1s. 6d. posted 2s. 6d.; from F. J. Badger, 179 Lambton Street, 2s. 6d. Roxburgh Street, Wellington. Pianos Tuned 7s. 6d., etc., etc., etc. bbox=[284, 272, 413, 311]
hawkins-title: HAWKINS AND SMITH, bbox=[593, 342, 666, 362]
story-subhead: FOUND DEAD IN BED. bbox=[856, 80, 928, 88]
